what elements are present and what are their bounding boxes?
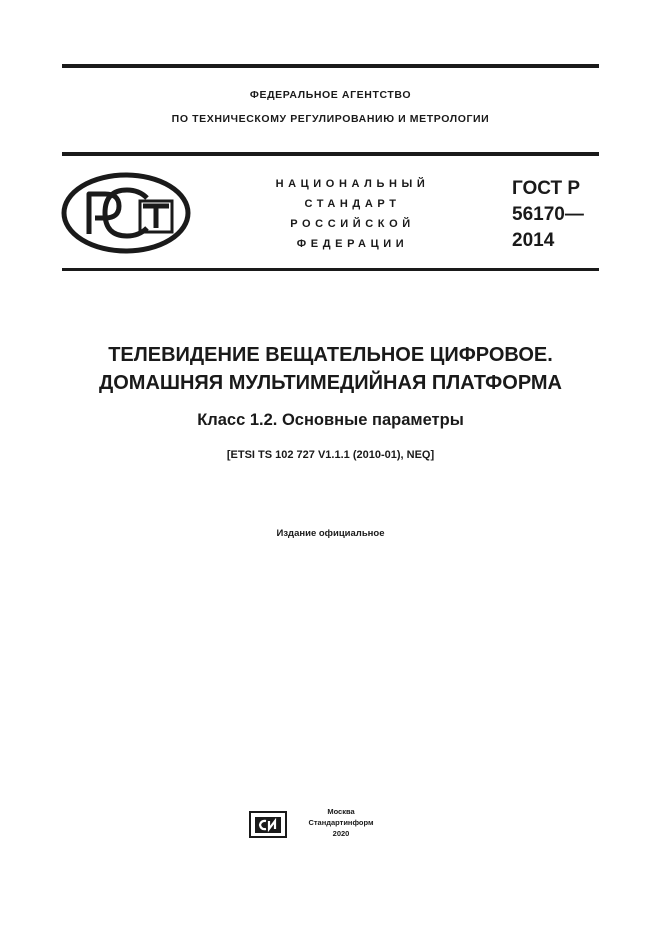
publisher-year: 2020: [332, 829, 350, 838]
document-title-line-1: ТЕЛЕВИДЕНИЕ ВЕЩАТЕЛЬНОЕ ЦИФРОВОЕ.: [108, 344, 553, 366]
publisher-city: Москва: [327, 807, 355, 816]
bottom-rule: [62, 268, 599, 271]
publisher-block: [296, 806, 386, 839]
pct-certification-logo-icon: [61, 172, 191, 254]
middle-rule: [62, 152, 599, 156]
gost-label: ГОСТ Р: [512, 178, 581, 199]
gost-designation: [512, 176, 584, 254]
document-title-line-2: ДОМАШНЯЯ МУЛЬТИМЕДИЙНАЯ ПЛАТФОРМА: [98, 372, 562, 394]
standartinform-logo-icon: [249, 811, 287, 838]
national-line-4: ФЕДЕРАЦИИ: [296, 238, 409, 250]
gost-number: 56170—: [512, 204, 584, 225]
national-line-2: СТАНДАРТ: [304, 198, 401, 210]
publisher-name: Стандартинформ: [308, 818, 374, 827]
agency-line-2: ПО ТЕХНИЧЕСКОМУ РЕГУЛИРОВАНИЮ И МЕТРОЛОГИИ: [171, 113, 490, 125]
national-line-3: РОССИЙСКОЙ: [290, 218, 415, 230]
document-reference: [ETSI TS 102 727 V1.1.1 (2010-01), NEQ]: [226, 449, 435, 461]
gost-year: 2014: [512, 230, 555, 251]
edition-note: Издание официальное: [276, 528, 385, 539]
document-subtitle: Класс 1.2. Основные параметры: [197, 411, 464, 429]
top-rule: [62, 64, 599, 68]
agency-line-1: ФЕДЕРАЛЬНОЕ АГЕНТСТВО: [249, 89, 412, 101]
national-line-1: НАЦИОНАЛЬНЫЙ: [275, 178, 430, 190]
